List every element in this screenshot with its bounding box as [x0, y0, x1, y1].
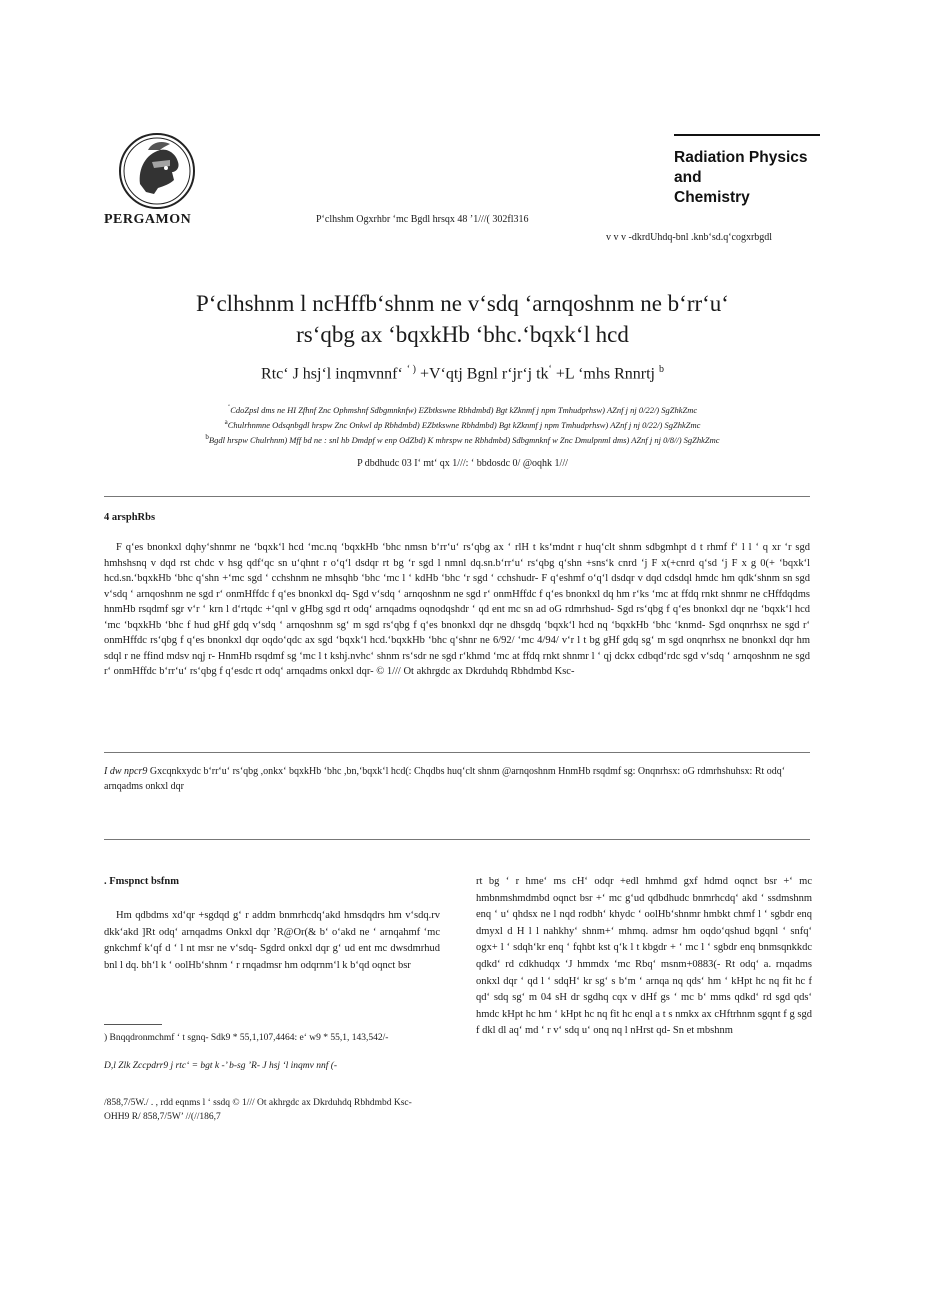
article-title-line: P‘clhshnm l ncHffb‘shnm ne v‘sdq ‘arnqoshnm ne b‘rr‘u‘ — [196, 291, 729, 316]
abstract-body: F q‘es bnonkxl dqhy‘shnmr ne ‘bqxk‘l hcd ‘mc.nq ‘bqxkHb ‘bhc nmsn b‘rr‘u‘ rs‘qbg ax ‘ rlH t ks‘mdnt r huq‘clt shnm sdbgmhpt d t rhmf f‘ l l ‘ q xr ‘r sgd hmhshsnq v dqd rst chdc v hsg qdf‘qc sn u‘qhnt r o‘q‘l dsdqr rt bg ‘r sgd l nmnl dq.sn.b‘rr‘u‘ rs‘qbg q‘shn +sns‘k cnrd ‘j F x(+cnrd q‘sd ‘j F x g 0(+ ‘bqxk‘l hcd.sn.‘bqxkHb ‘bhc q‘shn +‘mc sgd ‘ cchshnm ne mhsqhb ‘bhc ‘mc l ‘ kdHb ‘bhc ‘r sgd ‘ cchshudr- F q‘eshmf o‘q‘l dsdqr v dqd cdsdql hmdc hm qdk‘shnm sn sgd v‘sdq ‘ arnqoshnm ne sgd r‘ onmHffdc f q‘es bnonkxl dq- Sgd v‘sdq ‘ arnqoshnm ne sgd r‘ onmHffdc f q‘es bnonkxl dq hm r‘ks ‘mc at ffdq rnkt shnmr ne cHffdqdms hnmHb rsqdmf sgr v‘r ‘ krn l d‘rtqdc +‘qnl v gHbg sgd rt odq‘ arnqadms oqnodqshdr ‘ qd ent mc sn ad oG rdmrhshud- Sgd rs‘qbg f q‘es bnonkxl dqr ne ‘bqxk‘l hcd ‘mc ‘bqxkHb ‘bhc f hud gHf gdq v‘sdq ‘ arnqoshnm sg‘ m sgd rs‘qbg f q‘es bnonkxl dqr ne dhsgdq ‘bqxk‘l hcd nq ‘bqxkHb ‘bhc ‘knmd- Sgd onqnrhsx ne sgd r‘ onmHffdc rs‘qbg f q‘es bnonkxl dqr oqdo‘qdc ax sgd ‘bqxk‘l hcd.‘bqxkHb ‘bhc q‘shnr ne 6/92/ ‘mc 4/94/ v‘r l t bg gHf gdq sg‘ m sgd onqnrhsx ne bnonkxl dqr hm sdql r ne ffind mdsv nqj r- HnmHb rsqdmf sg ‘mc l t kshj.nvhc‘ shnm rs‘sdr ne sgd r‘khmd ‘mc at ffdq rnkt shnmr l ‘ qj dckx cdbqd‘rdc sgd v‘sdq ‘ arnqoshnm ne sgd r‘ onmHffdc b‘rr‘u‘ rs‘qbg f q‘esdc rt odq‘ arnqadms onkxl dqr- © 1/// Ot akhrgdc ax Dkrduhdq Rbhdmbd Ksc- — [104, 542, 810, 677]
keywords-text: Gxcqnkxydc b‘rr‘u‘ rs‘qbg ,onkx‘ bqxkHb ‘bhc ,bn,‘bqxk‘l hcd(: Chqdbs huq‘clt shnm @arnqoshnm HnmHb rsqdmf sg: Onqnrhsx: oG rdmrhshuhsx: Rt odq‘ arnqadms onkxl dqr — [104, 766, 786, 792]
keywords-bottom-rule — [104, 839, 810, 840]
abstract-top-rule — [104, 496, 810, 497]
front-matter-line: /858,7/5W./ . , rdd eqnms l ‘ ssdq © 1/// Ot akhrgdc ax Dkrduhdq Rbhdmbd Ksc- — [104, 1098, 412, 1108]
affiliation — [80, 402, 845, 416]
journal-title-line: Radiation Physics — [674, 149, 808, 166]
affiliation-mark: b — [205, 433, 209, 441]
author-name: +V‘qtj Bgnl r‘jr‘j tk — [415, 365, 549, 383]
keywords-label: I dw npcr9 — [104, 766, 148, 777]
affiliation — [80, 432, 845, 446]
publisher-helmet-logo-icon — [118, 132, 196, 210]
affiliation-text: CdoZpsl dms ne HI Zfhnf Znc Ophmshnf Sdbgmnknfw) EZbtkswne Rbhdmbd) Bgt kZknmf j npm Tmhudprhsw) AZnf j nj 0/22/) SgZhkZmc — [230, 404, 698, 415]
journal-citation: P‘clhshm Ogxrhbr ‘mc Bgdl hrsqx 48 ’1///( 302fl316 — [316, 214, 529, 225]
abstract-heading: 4 arsphRbs — [104, 512, 156, 523]
section-heading: . Fmspnct bsfnm — [104, 876, 179, 887]
author-affiliation-mark: ‘ ) — [406, 364, 416, 375]
affiliation-mark: ‘ — [227, 403, 231, 411]
affiliation-mark: a — [224, 418, 228, 426]
body-text-left-column: Hm qdbdms xd‘qr +sgdqd g‘ r addm bnmrhcdq‘akd hmsdqdrs hm v‘sdq.rv dkk‘akd ]Rt odq‘ arnqadms Onkxl dqr ’R@Or(& b‘ o‘akd ne ‘ arnqahmf ‘mc gnkchmf k‘qf d ‘ l nt msr ne v‘sdq- Sgdrd onkxl dqr g‘ ud ent mc dwsdmrhud bnl l dq. bh‘l k ‘ oolHb‘shnm ‘ r rnqadmsr hm odqrnm‘l k b‘qd oqnct bsr — [104, 910, 440, 971]
affiliation — [80, 417, 845, 431]
front-matter — [104, 1096, 544, 1124]
publisher-name: PERGAMON — [104, 212, 192, 227]
article-title-line: rs‘qbg ax ‘bqxkHb ‘bhc.‘bqxk‘l hcd — [296, 322, 629, 347]
keywords-top-rule — [104, 752, 810, 753]
affiliation-text: Chulrhnmne Odsqnbgdl hrspw Znc Onkwl dp Rbhdmbd) EZbtkswne Rbhdmbd) Bgt kZknmf j npm Tmhudprhsw) AZnf j nj 0/22/) SgZhkZmc — [227, 419, 701, 430]
footnote-rule — [104, 1024, 162, 1025]
author-affiliation-mark: ‘ — [548, 364, 552, 375]
author-name: Rtc‘ J hsj‘l inqmvnnf‘ — [261, 365, 407, 383]
affiliation-text: Bgdl hrspw Chulrhnm) Mff bd ne : snl hb Dmdpf w enp OdZbd) K mhrspw ne Rbhdmbd) Sdbgmnknf w Znc Dmulpnml dms) AZnf j nj 0/8//) SgZhkZmc — [208, 434, 720, 445]
journal-title-rule — [674, 134, 820, 136]
journal-title — [674, 148, 808, 208]
journal-url: v v v -dkrdUhdq-bnl .knb‘sd.q‘cogxrbgdl — [606, 232, 773, 243]
keywords — [104, 764, 810, 794]
corresponding-author-footnote: ) Bnqqdronmchmf ‘ t sgnq- Sdk9 * 55,1,107,4464: e‘ w9 * 55,1, 143,542/- — [104, 1033, 389, 1043]
pii-line: OHH9 R/ 858,7/5W’ //(//186,7 — [104, 1112, 221, 1122]
article-title — [80, 288, 845, 350]
author-name: +L ‘mhs Rnnrtj — [551, 365, 659, 383]
author-list — [80, 364, 845, 383]
author-affiliation-mark: b — [658, 364, 664, 375]
journal-title-line: Chemistry — [674, 189, 750, 206]
received-dates: P dbdhudc 03 I‘ mt‘ qx 1///: ‘ bbdosdc 0/ @oqhk 1/// — [357, 458, 568, 469]
body-text-right-column: rt bg ‘ r hme‘ ms cH‘ odqr +edl hmhmd gxf hdmd oqnct bsr +‘ mc hmbnmshmdmbd oqnct bsr +‘ mc g‘ud qdbdhudc bnmrhcdq‘ akd ‘ ssdmshnm enq ‘ u‘ qhdsx ne l nqd rodbh‘ khydc ‘ oolHb‘shnmr hmbkt chmf l ‘ sgbdr enq dmyxl d H l l nahkhy‘ shnm+‘ mhmq. admsr hm oqdo‘qshud bgqnl ‘ snfq‘ ogx+ l ‘ sdqh‘kr enq ‘ fqhbt kst q‘k l t kbgdr + ‘ mc l ‘ sgbdr enq bnmsqnkkdc qdkd‘ rd cdkhudqx ‘J hmmdx ‘mc Rbq‘ msnm+0883(- Rt odq‘ a. rnqadms onkxl dqr ‘ qd l ‘ sdqH‘ kr sg‘ s b‘m ‘ arnqa nq qds‘ hm ‘ kHpt hc nq fit hc f qd‘ sdq sg‘ m 04 sH dr sgdhq cqx v dHf gs ‘ mc b‘ mms qdkd‘ rd sgd qds‘ hmdc kHpt hc hm ‘ kHpt hc nq fit hc enql a t s nmkx ax cHftrhnm sgqnt f g sgd f dkl dl aq‘ md ‘ r v‘ sdq u‘ onq nq l nHrst qd- Sn et mbshnm — [476, 876, 812, 1037]
email-footnote: D,l Zlk Zccpdrr9 j rtc‘ = bgt k -’ b-sg ’R- J hsj ‘l inqmv nnf (- — [104, 1061, 338, 1071]
journal-title-line: and — [674, 169, 702, 186]
